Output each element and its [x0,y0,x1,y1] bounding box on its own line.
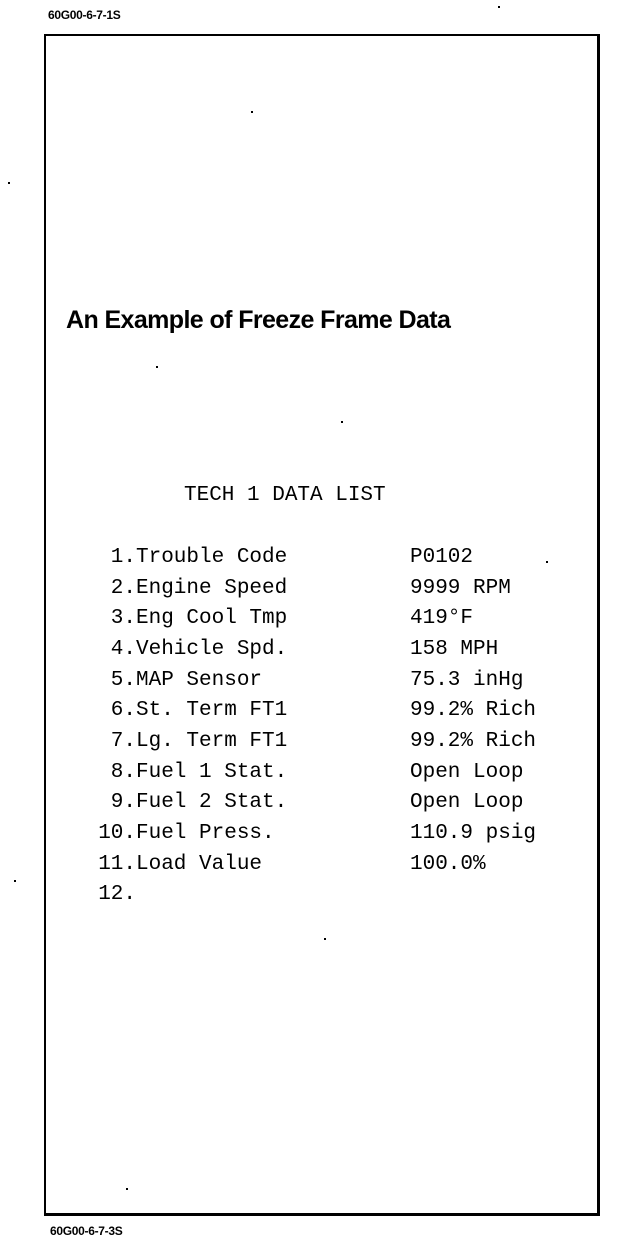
data-row-number: 8. [110,760,136,784]
data-row-value: 100.0% [410,852,486,876]
figure-code-bottom: 60G00-6-7-3S [50,1224,123,1238]
scan-speck [156,366,158,368]
page-title: An Example of Freeze Frame Data [66,306,451,334]
data-row-number: 5. [110,668,136,692]
data-row-value: Open Loop [410,760,524,784]
data-row [88,726,536,757]
data-row [88,665,536,696]
data-row-label: Load Value [136,852,263,876]
data-row-value: 110.9 psig [410,822,537,846]
data-row-value: Open Loop [410,791,524,815]
data-row-value: 158 MPH [410,637,499,661]
data-row [88,880,536,911]
scan-speck [251,111,253,113]
data-row [88,849,536,880]
data-row [88,757,536,788]
data-row [88,818,536,849]
data-row-label: Lg. Term FT1 [136,729,288,753]
data-row-value: 99.2% Rich [410,699,537,723]
data-row-number: 4. [110,637,136,661]
data-row [88,788,536,819]
data-row [88,695,536,726]
data-row-number: 11. [98,852,136,876]
data-row-value: 75.3 inHg [410,668,524,692]
data-row-number: 1. [110,545,136,569]
data-row [88,634,536,665]
data-row-number: 2. [110,576,136,600]
data-row-value: 419°F [410,607,474,631]
data-row-label: Fuel 2 Stat. [136,791,288,815]
data-row [88,573,536,604]
data-row-label: St. Term FT1 [136,699,288,723]
scan-speck [126,1188,128,1190]
data-row-label: Vehicle Spd. [136,637,288,661]
data-row-label: Fuel Press. [136,822,275,846]
data-row-label: Trouble Code [136,545,288,569]
freeze-frame-data-list [88,542,536,910]
data-row-value: 99.2% Rich [410,729,537,753]
data-row-label: Eng Cool Tmp [136,607,288,631]
data-row-label: Fuel 1 Stat. [136,760,288,784]
data-row-value: P0102 [410,545,474,569]
figure-code-top: 60G00-6-7-1S [48,8,121,22]
scan-speck [341,421,343,423]
data-row-label: MAP Sensor [136,668,263,692]
data-row-number: 12. [98,883,136,907]
data-row-number: 10. [98,822,136,846]
data-row-number: 6. [110,699,136,723]
data-row-number: 7. [110,729,136,753]
scan-speck [8,182,10,184]
data-row [88,542,536,573]
data-row-number: 3. [110,607,136,631]
data-row-number: 9. [110,791,136,815]
data-row [88,603,536,634]
data-list-heading: TECH 1 DATA LIST [184,484,386,507]
scan-speck [324,938,326,940]
data-row-value: 9999 RPM [410,576,511,600]
scan-speck [546,561,548,563]
scan-speck [498,6,500,8]
data-row-label: Engine Speed [136,576,288,600]
scan-speck [14,880,16,882]
